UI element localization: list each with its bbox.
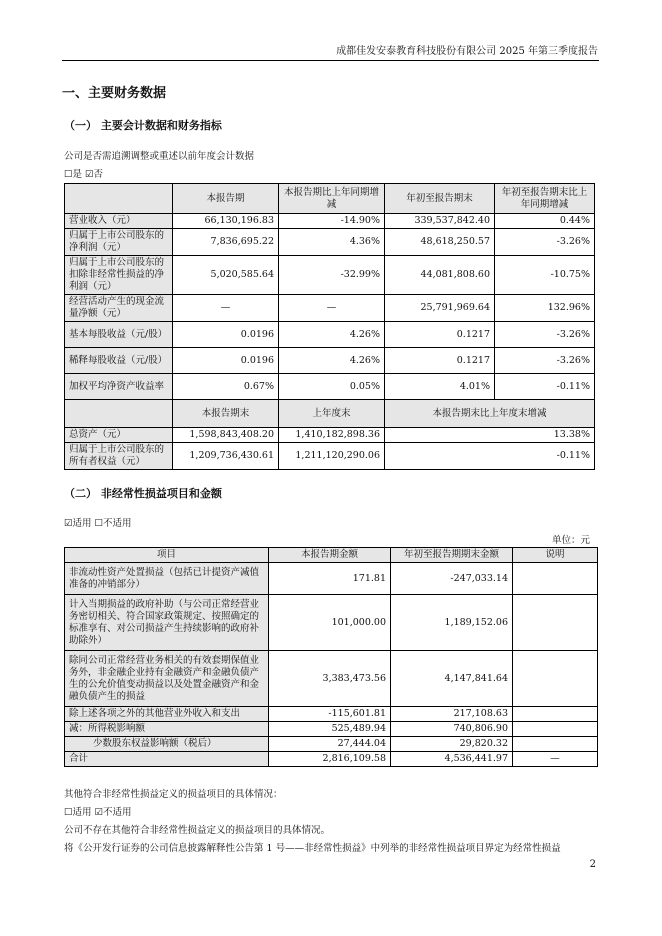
row-label: 稀释每股收益（元/股） <box>65 348 173 374</box>
cell: -14.90% <box>279 214 385 229</box>
row-label: 经营活动产生的现金流量净额（元） <box>65 295 173 322</box>
table-row <box>65 214 595 229</box>
header-cell: 年初至报告期末比上年同期增减 <box>495 184 595 214</box>
section-title: 一、主要财务数据 <box>62 86 167 101</box>
cell: 1,598,843,408.20 <box>173 428 279 443</box>
cell: 4.36% <box>279 229 385 256</box>
cell: 44,081,808.60 <box>385 256 495 295</box>
cell: 4,536,441.97 <box>391 752 513 767</box>
table-row <box>65 256 595 295</box>
cell: -0.11% <box>385 443 595 470</box>
table-row <box>65 563 598 595</box>
cell <box>513 595 598 651</box>
other-items-options: ☐适用 ☑不适用 <box>64 807 132 818</box>
cell: 0.0196 <box>173 348 279 374</box>
cell: -0.11% <box>495 374 595 400</box>
subsection-title-2: （二） 非经常性损益项目和金额 <box>64 487 222 500</box>
cell: — <box>279 295 385 322</box>
applicable-options: ☑适用 ☐不适用 <box>64 518 132 529</box>
cell: 217,108.63 <box>391 707 513 722</box>
row-label: 加权平均净资产收益率 <box>65 374 173 400</box>
cell: 13.38% <box>385 428 595 443</box>
cell: 5,020,585.64 <box>173 256 279 295</box>
cell <box>513 707 598 722</box>
key-financial-table <box>64 183 595 470</box>
row-label: 总资产（元） <box>65 428 173 443</box>
no-other-items-statement: 公司不存在其他符合非经常性损益定义的损益项目的具体情况。 <box>64 825 331 836</box>
restatement-options: ☐是 ☑否 <box>64 169 104 180</box>
non-recurring-table <box>64 547 598 767</box>
table-row <box>65 229 595 256</box>
table-row <box>65 374 595 400</box>
cell: 4.26% <box>279 348 385 374</box>
header-rule <box>62 60 599 61</box>
header-cell: 本报告期末 <box>173 400 279 428</box>
table-row <box>65 651 598 707</box>
row-label: 归属于上市公司股东的净利润（元） <box>65 229 173 256</box>
cell: 25,791,969.64 <box>385 295 495 322</box>
row-label: 除上述各项之外的其他营业外收入和支出 <box>65 707 269 722</box>
table-row <box>65 722 598 737</box>
row-label: 营业收入（元） <box>65 214 173 229</box>
cell <box>513 563 598 595</box>
cell: -115,601.81 <box>269 707 391 722</box>
cell: 4.01% <box>385 374 495 400</box>
header-cell: 本报告期 <box>173 184 279 214</box>
cell: 1,211,120,290.06 <box>279 443 385 470</box>
cell: 27,444.04 <box>269 737 391 752</box>
header-cell: 项目 <box>65 548 269 563</box>
table-row <box>65 443 595 470</box>
header-cell: 说明 <box>513 548 598 563</box>
cell: — <box>173 295 279 322</box>
cell: 0.44% <box>495 214 595 229</box>
header-cell: 年初至报告期末 <box>385 184 495 214</box>
cell: 1,410,182,898.36 <box>279 428 385 443</box>
cell: 740,806.90 <box>391 722 513 737</box>
table-row <box>65 295 595 322</box>
cell: -3.26% <box>495 322 595 348</box>
cell: -247,033.14 <box>391 563 513 595</box>
cell: 1,209,736,430.61 <box>173 443 279 470</box>
cell: 171.81 <box>269 563 391 595</box>
reclassification-note: 将《公开发行证券的公司信息披露解释性公告第 1 号——非经常性损益》中列举的非经常性损益项目界定为经常性损益 <box>64 843 561 854</box>
cell: 4,147,841.64 <box>391 651 513 707</box>
cell: 0.67% <box>173 374 279 400</box>
cell: -10.75% <box>495 256 595 295</box>
row-label: 少数股东权益影响额（税后） <box>65 737 269 752</box>
cell: -32.99% <box>279 256 385 295</box>
header-cell: 年初至报告期期末金额 <box>391 548 513 563</box>
unit-label: 单位：元 <box>551 535 590 546</box>
row-label: 除同公司正常经营业务相关的有效套期保值业务外，非金融企业持有金融资产和金融负债产生的公允价值变动损益以及处置金融资产和金融负债产生的损益 <box>65 651 269 707</box>
restatement-question: 公司是否需追溯调整或重述以前年度会计数据 <box>64 151 255 162</box>
row-label: 归属于上市公司股东的扣除非经常性损益的净利润（元） <box>65 256 173 295</box>
cell: 0.0196 <box>173 322 279 348</box>
row-label: 计入当期损益的政府补助（与公司正常经营业务密切相关、符合国家政策规定、按照确定的标准享有、对公司损益产生持续影响的政府补助除外） <box>65 595 269 651</box>
table-row <box>65 348 595 374</box>
row-label: 减：所得税影响额 <box>65 722 269 737</box>
cell: -3.26% <box>495 348 595 374</box>
cell: 0.1217 <box>385 348 495 374</box>
cell: 525,489.94 <box>269 722 391 737</box>
cell: 3,383,473.56 <box>269 651 391 707</box>
cell: 29,820.32 <box>391 737 513 752</box>
header-cell: 本报告期末比上年度末增减 <box>385 400 595 428</box>
header-cell <box>65 184 173 214</box>
cell: 66,130,196.83 <box>173 214 279 229</box>
table-row <box>65 707 598 722</box>
cell: 2,816,109.58 <box>269 752 391 767</box>
cell <box>513 737 598 752</box>
row-label: 基本每股收益（元/股） <box>65 322 173 348</box>
cell <box>513 722 598 737</box>
page-number: 2 <box>589 859 596 870</box>
cell: 101,000.00 <box>269 595 391 651</box>
row-label: 非流动性资产处置损益（包括已计提资产减值准备的冲销部分） <box>65 563 269 595</box>
row-label: 合计 <box>65 752 269 767</box>
cell: 132.96% <box>495 295 595 322</box>
header-cell: 本报告期金额 <box>269 548 391 563</box>
cell: 0.1217 <box>385 322 495 348</box>
subsection-title-1: （一） 主要会计数据和财务指标 <box>64 119 222 132</box>
cell: 0.05% <box>279 374 385 400</box>
cell: — <box>513 752 598 767</box>
cell: 7,836,695.22 <box>173 229 279 256</box>
cell: 4.26% <box>279 322 385 348</box>
table-row <box>65 595 598 651</box>
table-row <box>65 428 595 443</box>
other-items-note: 其他符合非经常性损益定义的损益项目的具体情况： <box>64 789 283 800</box>
header-cell: 本报告期比上年同期增减 <box>279 184 385 214</box>
page-header: 成都佳发安泰教育科技股份有限公司 2025 年第三季度报告 <box>336 46 598 57</box>
cell: -3.26% <box>495 229 595 256</box>
table-row <box>65 322 595 348</box>
cell: 339,537,842.40 <box>385 214 495 229</box>
table-row <box>65 737 598 752</box>
row-label: 归属于上市公司股东的所有者权益（元） <box>65 443 173 470</box>
table-row <box>65 752 598 767</box>
header-cell <box>65 400 173 428</box>
cell: 48,618,250.57 <box>385 229 495 256</box>
cell: 1,189,152.06 <box>391 595 513 651</box>
header-cell: 上年度末 <box>279 400 385 428</box>
cell <box>513 651 598 707</box>
